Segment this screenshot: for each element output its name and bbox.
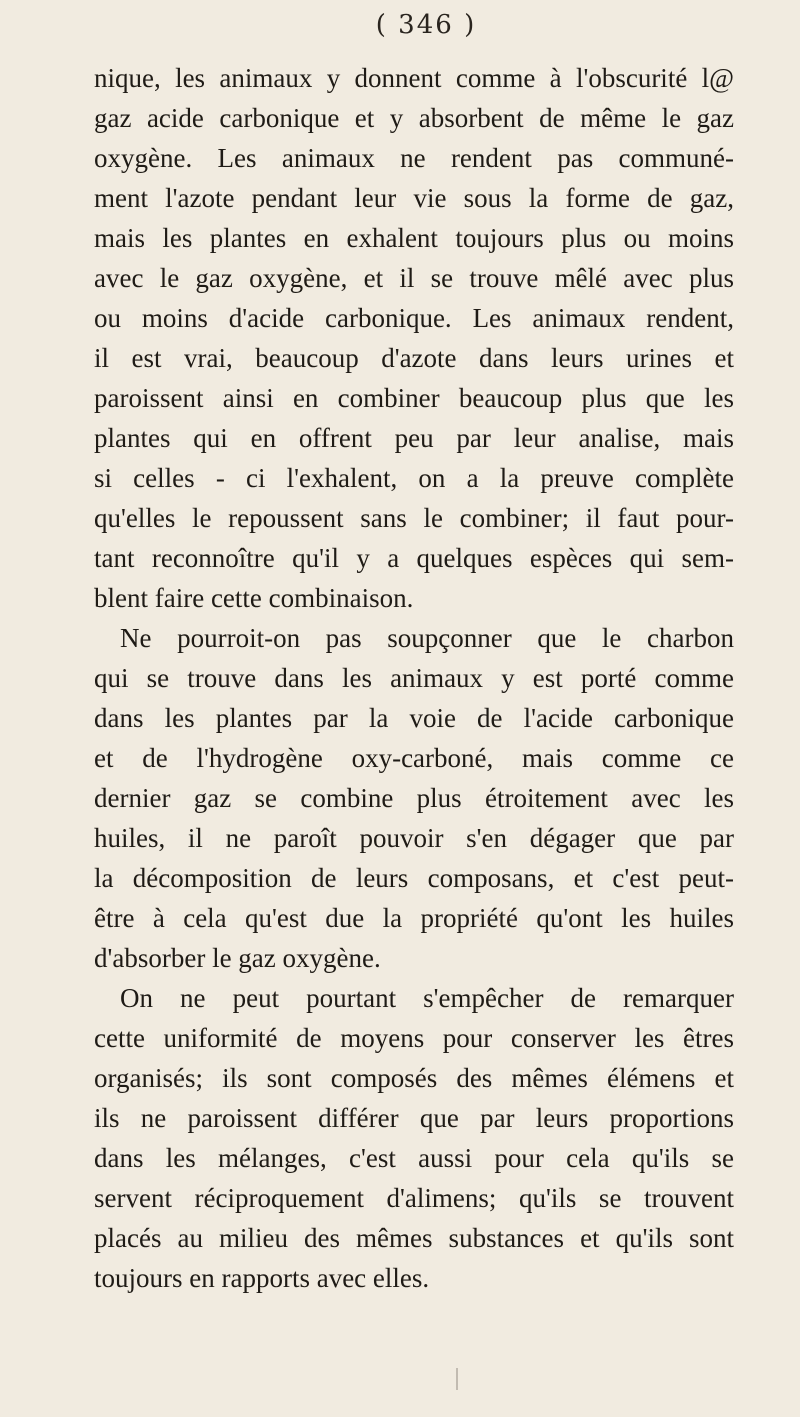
text-line: mais les plantes en exhalent toujours plus ou moins (94, 223, 734, 253)
text-line: cette uniformité de moyens pour conserver les êtres (94, 1023, 734, 1053)
text-line: nique, les animaux y donnent comme à l'obscurité l@ (94, 63, 734, 93)
text-line: paroissent ainsi en combiner beaucoup plus que les (94, 383, 734, 413)
body-text (94, 58, 734, 1298)
text-line: si celles - ci l'exhalent, on a la preuve complète (94, 463, 734, 493)
text-line: plantes qui en offrent peu par leur analise, mais (94, 423, 734, 453)
text-line: dans les plantes par la voie de l'acide carbonique (94, 703, 734, 733)
paragraph-3 (94, 978, 734, 1298)
text-line: il est vrai, beaucoup d'azote dans leurs urines et (94, 343, 734, 373)
text-line: oxygène. Les animaux ne rendent pas communé- (94, 143, 734, 173)
text-line: placés au milieu des mêmes substances et qu'ils sont (94, 1223, 734, 1253)
text-line: être à cela qu'est due la propriété qu'ont les huiles (94, 903, 734, 933)
text-line: qui se trouve dans les animaux y est porté comme (94, 663, 734, 693)
paper-mark (456, 1368, 458, 1390)
text-line: servent réciproquement d'alimens; qu'ils se trouvent (94, 1183, 734, 1213)
text-line: tant reconnoître qu'il y a quelques espèces qui sem- (94, 543, 734, 573)
page-number: ( 346 ) (375, 10, 477, 40)
text-line: organisés; ils sont composés des mêmes élémens et (94, 1063, 734, 1093)
text-line: Ne pourroit-on pas soupçonner que le charbon (120, 623, 734, 653)
text-line: la décomposition de leurs composans, et c'est peut- (94, 863, 734, 893)
text-line: ment l'azote pendant leur vie sous la forme de gaz, (94, 183, 734, 213)
text-line: qu'elles le repoussent sans le combiner; il faut pour- (94, 503, 734, 533)
text-line: d'absorber le gaz oxygène. (94, 943, 381, 973)
text-line: et de l'hydrogène oxy-carboné, mais comme ce (94, 743, 734, 773)
text-line: On ne peut pourtant s'empêcher de remarquer (120, 983, 734, 1013)
text-line: dernier gaz se combine plus étroitement avec les (94, 783, 734, 813)
text-line: ils ne paroissent différer que par leurs proportions (94, 1103, 734, 1133)
text-line: ou moins d'acide carbonique. Les animaux rendent, (94, 303, 734, 333)
paragraph-1 (94, 58, 734, 618)
text-line: toujours en rapports avec elles. (94, 1263, 430, 1293)
text-line: huiles, il ne paroît pouvoir s'en dégager que par (94, 823, 734, 853)
text-line: avec le gaz oxygène, et il se trouve mêlé avec plus (94, 263, 734, 293)
text-line: blent faire cette combinaison. (94, 583, 414, 613)
paragraph-2 (94, 618, 734, 978)
text-line: gaz acide carbonique et y absorbent de même le gaz (94, 103, 734, 133)
text-line: dans les mélanges, c'est aussi pour cela qu'ils se (94, 1143, 734, 1173)
